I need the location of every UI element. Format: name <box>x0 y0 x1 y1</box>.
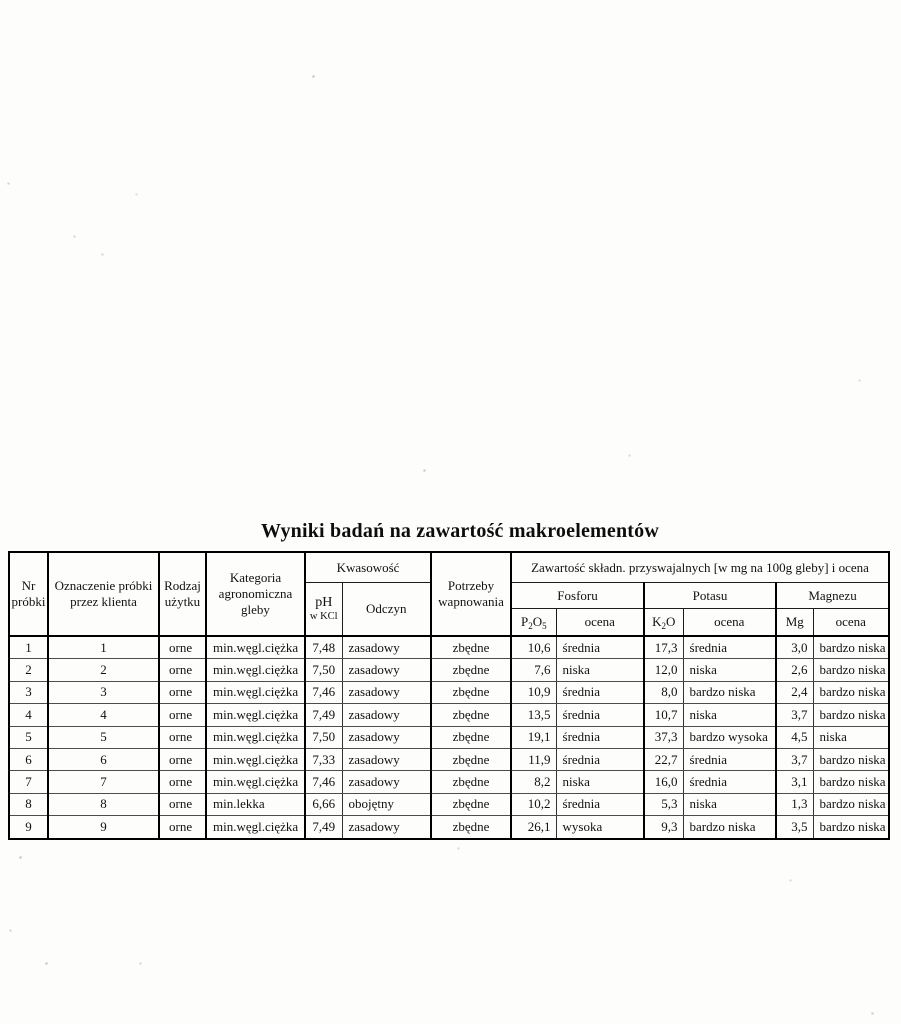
cell-ocena-fosfor: wysoka <box>556 816 644 839</box>
cell-ph: 7,48 <box>305 636 342 659</box>
cell-k2o: 37,3 <box>644 726 683 748</box>
cell-nr: 7 <box>9 771 48 793</box>
table-row <box>9 793 889 815</box>
cell-kategoria: min.węgl.ciężka <box>206 704 305 726</box>
cell-k2o: 8,0 <box>644 681 683 703</box>
cell-p2o5: 10,9 <box>511 681 556 703</box>
cell-rodzaj: orne <box>159 816 206 839</box>
cell-oznaczenie: 4 <box>48 704 159 726</box>
cell-rodzaj: orne <box>159 636 206 659</box>
cell-p2o5: 10,6 <box>511 636 556 659</box>
col-header-k2o: $K_2O$ <box>644 609 683 637</box>
cell-wapnowanie: zbędne <box>431 681 511 703</box>
cell-ocena-fosfor: średnia <box>556 704 644 726</box>
cell-mg: 4,5 <box>776 726 813 748</box>
cell-ph: 7,50 <box>305 726 342 748</box>
cell-ocena-potas: niska <box>683 793 776 815</box>
cell-kategoria: min.węgl.ciężka <box>206 748 305 770</box>
cell-wapnowanie: zbędne <box>431 748 511 770</box>
cell-ocena-magnez: bardzo niska <box>813 816 889 839</box>
cell-wapnowanie: zbędne <box>431 659 511 681</box>
col-header-zawartosc: Zawartość składn. przyswajalnych [w mg na 100g gleby] i ocena <box>511 552 889 583</box>
cell-kategoria: min.węgl.ciężka <box>206 771 305 793</box>
cell-k2o: 5,3 <box>644 793 683 815</box>
cell-odczyn: zasadowy <box>342 748 431 770</box>
cell-oznaczenie: 8 <box>48 793 159 815</box>
cell-mg: 3,7 <box>776 704 813 726</box>
table-row <box>9 704 889 726</box>
cell-rodzaj: orne <box>159 771 206 793</box>
cell-p2o5: 26,1 <box>511 816 556 839</box>
cell-k2o: 22,7 <box>644 748 683 770</box>
cell-rodzaj: orne <box>159 681 206 703</box>
cell-nr: 3 <box>9 681 48 703</box>
cell-oznaczenie: 9 <box>48 816 159 839</box>
cell-ocena-magnez: bardzo niska <box>813 748 889 770</box>
ph-label: pH <box>315 595 333 611</box>
cell-p2o5: 11,9 <box>511 748 556 770</box>
table-row <box>9 659 889 681</box>
cell-ocena-fosfor: średnia <box>556 748 644 770</box>
group-header-potasu: Potasu <box>644 583 776 609</box>
cell-odczyn: zasadowy <box>342 681 431 703</box>
cell-ocena-fosfor: niska <box>556 771 644 793</box>
group-header-fosforu: Fosforu <box>511 583 644 609</box>
cell-ocena-fosfor: średnia <box>556 793 644 815</box>
cell-kategoria: min.węgl.ciężka <box>206 816 305 839</box>
cell-nr: 4 <box>9 704 48 726</box>
cell-ph: 7,50 <box>305 659 342 681</box>
col-header-ocena-magnez: ocena <box>813 609 889 637</box>
cell-nr: 9 <box>9 816 48 839</box>
cell-ocena-potas: bardzo wysoka <box>683 726 776 748</box>
cell-ocena-magnez: bardzo niska <box>813 793 889 815</box>
cell-mg: 2,6 <box>776 659 813 681</box>
cell-ocena-magnez: niska <box>813 726 889 748</box>
ph-unit-label: w KCl <box>309 610 338 622</box>
cell-p2o5: 10,2 <box>511 793 556 815</box>
cell-ph: 7,46 <box>305 771 342 793</box>
cell-ocena-potas: bardzo niska <box>683 816 776 839</box>
cell-oznaczenie: 2 <box>48 659 159 681</box>
cell-k2o: 10,7 <box>644 704 683 726</box>
col-header-p2o5: $P_2O_5$ <box>511 609 556 637</box>
cell-wapnowanie: zbędne <box>431 793 511 815</box>
cell-odczyn: zasadowy <box>342 816 431 839</box>
table-row <box>9 816 889 839</box>
cell-ocena-magnez: bardzo niska <box>813 704 889 726</box>
cell-wapnowanie: zbędne <box>431 726 511 748</box>
cell-rodzaj: orne <box>159 659 206 681</box>
cell-ocena-potas: średnia <box>683 771 776 793</box>
cell-ocena-fosfor: średnia <box>556 681 644 703</box>
cell-wapnowanie: zbędne <box>431 704 511 726</box>
cell-k2o: 12,0 <box>644 659 683 681</box>
cell-odczyn: zasadowy <box>342 771 431 793</box>
col-header-ocena-potas: ocena <box>683 609 776 637</box>
cell-ocena-potas: średnia <box>683 636 776 659</box>
cell-k2o: 17,3 <box>644 636 683 659</box>
cell-mg: 3,1 <box>776 771 813 793</box>
scan-speckles <box>0 0 1 1</box>
col-header-oznaczenie: Oznaczenie próbki przez klienta <box>48 552 159 636</box>
cell-ph: 7,49 <box>305 704 342 726</box>
cell-kategoria: min.węgl.ciężka <box>206 659 305 681</box>
header-row-top <box>9 552 889 583</box>
cell-kategoria: min.węgl.ciężka <box>206 636 305 659</box>
cell-k2o: 9,3 <box>644 816 683 839</box>
cell-ocena-fosfor: średnia <box>556 726 644 748</box>
cell-kategoria: min.węgl.ciężka <box>206 681 305 703</box>
col-header-wapnowanie: Potrzeby wapnowania <box>431 552 511 636</box>
cell-k2o: 16,0 <box>644 771 683 793</box>
cell-rodzaj: orne <box>159 704 206 726</box>
cell-wapnowanie: zbędne <box>431 636 511 659</box>
cell-ocena-potas: bardzo niska <box>683 681 776 703</box>
cell-ocena-potas: niska <box>683 659 776 681</box>
cell-nr: 2 <box>9 659 48 681</box>
cell-nr: 1 <box>9 636 48 659</box>
cell-mg: 3,5 <box>776 816 813 839</box>
cell-ocena-magnez: bardzo niska <box>813 771 889 793</box>
cell-mg: 3,7 <box>776 748 813 770</box>
cell-oznaczenie: 7 <box>48 771 159 793</box>
cell-oznaczenie: 3 <box>48 681 159 703</box>
cell-ocena-magnez: bardzo niska <box>813 636 889 659</box>
document-title: Wyniki badań na zawartość makroelementów <box>261 520 659 542</box>
cell-p2o5: 7,6 <box>511 659 556 681</box>
cell-ocena-fosfor: średnia <box>556 636 644 659</box>
cell-kategoria: min.węgl.ciężka <box>206 726 305 748</box>
col-header-kwasowosc: Kwasowość <box>305 552 431 583</box>
group-header-magnezu: Magnezu <box>776 583 889 609</box>
cell-oznaczenie: 6 <box>48 748 159 770</box>
cell-odczyn: zasadowy <box>342 726 431 748</box>
col-header-mg: Mg <box>776 609 813 637</box>
cell-ocena-fosfor: niska <box>556 659 644 681</box>
cell-wapnowanie: zbędne <box>431 771 511 793</box>
col-header-ph <box>305 583 342 637</box>
col-header-kategoria: Kategoria agronomiczna gleby <box>206 552 305 636</box>
cell-ph: 6,66 <box>305 793 342 815</box>
cell-p2o5: 13,5 <box>511 704 556 726</box>
cell-nr: 6 <box>9 748 48 770</box>
cell-odczyn: zasadowy <box>342 704 431 726</box>
cell-oznaczenie: 1 <box>48 636 159 659</box>
cell-ocena-magnez: bardzo niska <box>813 659 889 681</box>
cell-ocena-magnez: bardzo niska <box>813 681 889 703</box>
cell-nr: 8 <box>9 793 48 815</box>
cell-mg: 1,3 <box>776 793 813 815</box>
cell-kategoria: min.lekka <box>206 793 305 815</box>
cell-odczyn: zasadowy <box>342 636 431 659</box>
cell-ph: 7,46 <box>305 681 342 703</box>
cell-ph: 7,33 <box>305 748 342 770</box>
cell-mg: 3,0 <box>776 636 813 659</box>
cell-rodzaj: orne <box>159 793 206 815</box>
table-row <box>9 726 889 748</box>
cell-odczyn: zasadowy <box>342 659 431 681</box>
cell-mg: 2,4 <box>776 681 813 703</box>
cell-ocena-potas: niska <box>683 704 776 726</box>
cell-wapnowanie: zbędne <box>431 816 511 839</box>
cell-ocena-potas: średnia <box>683 748 776 770</box>
cell-ph: 7,49 <box>305 816 342 839</box>
col-header-nr: Nr próbki <box>9 552 48 636</box>
cell-rodzaj: orne <box>159 726 206 748</box>
table-row <box>9 748 889 770</box>
table-row <box>9 636 889 659</box>
cell-nr: 5 <box>9 726 48 748</box>
col-header-ocena-fosfor: ocena <box>556 609 644 637</box>
col-header-rodzaj: Rodzaj użytku <box>159 552 206 636</box>
cell-oznaczenie: 5 <box>48 726 159 748</box>
cell-odczyn: obojętny <box>342 793 431 815</box>
results-table <box>8 551 890 840</box>
table-row <box>9 681 889 703</box>
table-row <box>9 771 889 793</box>
cell-rodzaj: orne <box>159 748 206 770</box>
cell-p2o5: 8,2 <box>511 771 556 793</box>
cell-p2o5: 19,1 <box>511 726 556 748</box>
col-header-odczyn: Odczyn <box>342 583 431 637</box>
